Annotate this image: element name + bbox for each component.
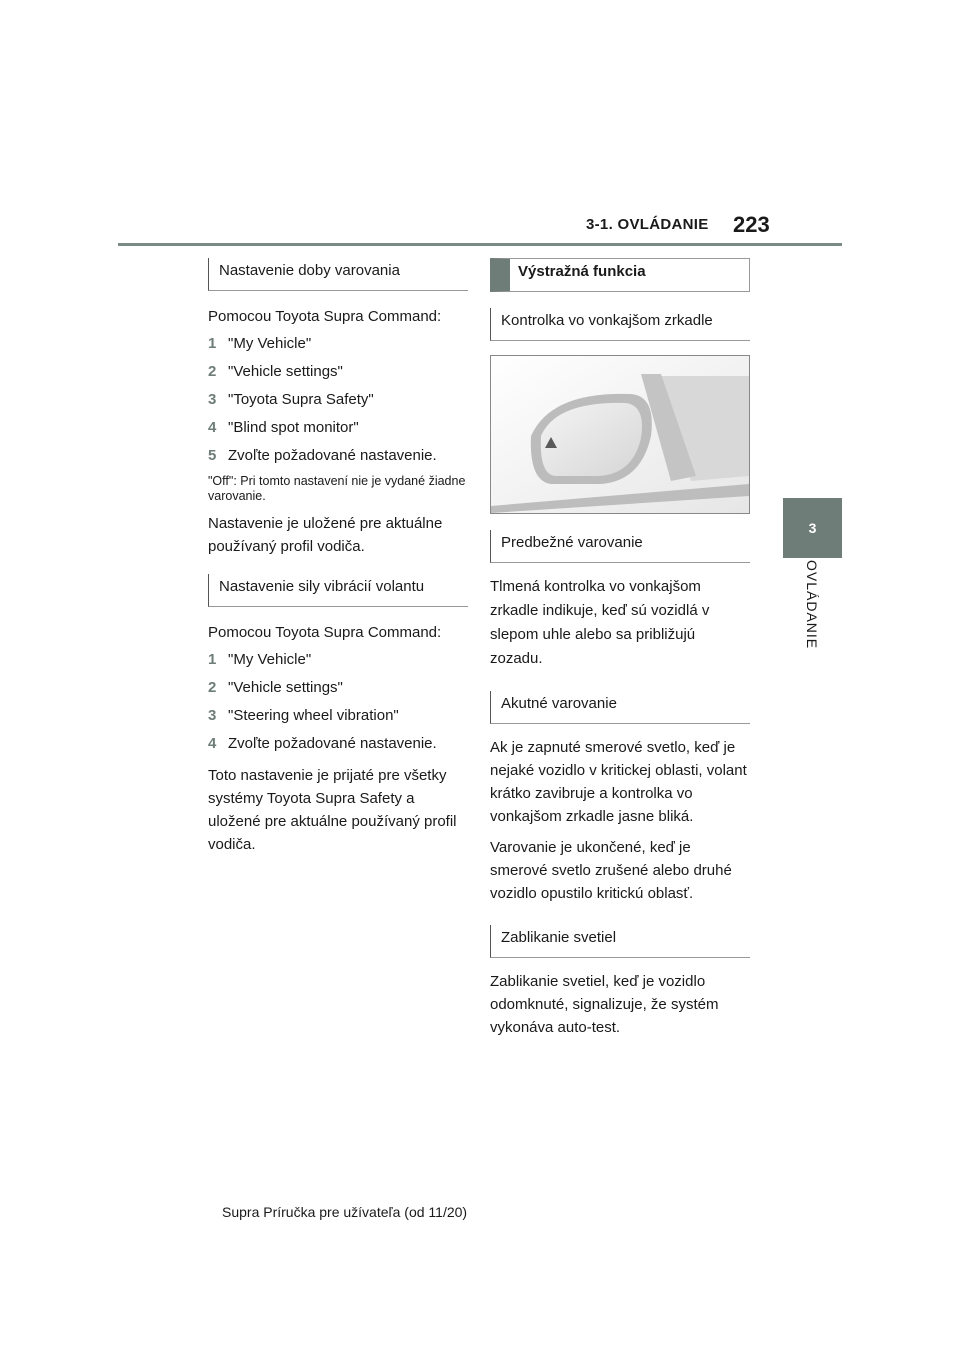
list-item: 3 "Steering wheel vibration": [208, 707, 399, 724]
heading-warning-time: Nastavenie doby varovania: [208, 258, 468, 291]
list-item: 4 Zvoľte požadované nastavenie.: [208, 735, 437, 752]
heading-pre-warning: Predbežné varovanie: [490, 530, 750, 563]
chapter-label: OVLÁDANIE: [804, 560, 820, 650]
header-rule: [118, 243, 842, 246]
pre-warning-text: Tlmená kontrolka vo vonkajšom zrkadle indikuje, keď sú vozidlá v slepom uhle alebo sa približujú zozadu.: [490, 578, 710, 667]
steps-list-2: [208, 646, 468, 758]
heading-warning-function: Výstražná funkcia: [490, 258, 750, 292]
mirror-image: [491, 356, 749, 513]
final-text: Toto nastavenie je prijaté pre všetky systémy Toyota Supra Safety a uložené pre aktuálne používaný profil vodiča.: [208, 767, 457, 853]
left-column: [208, 258, 468, 856]
heading-mirror-light: Kontrolka vo vonkajšom zrkadle: [490, 308, 750, 341]
warning-end-text: Varovanie je ukončené, keď je smerové svetlo zrušené alebo druhé vozidlo opustilo kritickú oblasť.: [490, 839, 732, 902]
section-title: 3-1. OVLÁDANIE: [586, 216, 709, 233]
intro-text: Pomocou Toyota Supra Command:: [208, 308, 442, 325]
list-item: 2 "Vehicle settings": [208, 679, 343, 696]
heading-vibration: Nastavenie sily vibrácií volantu: [208, 574, 468, 607]
steps-list-1: [208, 330, 468, 470]
saved-text: Nastavenie je uložené pre aktuálne používaný profil vodiča.: [208, 515, 443, 555]
footer-text: Supra Príručka pre užívateľa (od 11/20): [222, 1204, 468, 1220]
list-item: 1 "My Vehicle": [208, 335, 312, 352]
list-item: 2 "Vehicle settings": [208, 363, 343, 380]
page-number: 223: [733, 212, 770, 237]
list-item: 5 Zvoľte požadované nastavenie.: [208, 447, 437, 464]
heading-light-flash: Zablikanie svetiel: [490, 925, 750, 958]
list-item: 3 "Toyota Supra Safety": [208, 391, 374, 408]
chapter-tab: 3: [783, 498, 842, 558]
mirror-illustration: [490, 355, 750, 514]
acute-warning-text: Ak je zapnuté smerové svetlo, keď je nejaké vozidlo v kritickej oblasti, volant krátko zavibruje a kontrolka vo vonkajšom zrkadle jasne bliká.: [490, 739, 747, 825]
intro-text: Pomocou Toyota Supra Command:: [208, 624, 442, 641]
list-item: 1 "My Vehicle": [208, 651, 312, 668]
light-flash-text: Zablikanie svetiel, keď je vozidlo odomknuté, signalizuje, že systém vykonáva auto-test.: [490, 973, 719, 1036]
heading-acute-warning: Akutné varovanie: [490, 691, 750, 724]
list-item: 4 "Blind spot monitor": [208, 419, 359, 436]
note-text: "Off": Pri tomto nastavení nie je vydané žiadne varovanie.: [208, 474, 466, 503]
right-column: [490, 258, 750, 1039]
